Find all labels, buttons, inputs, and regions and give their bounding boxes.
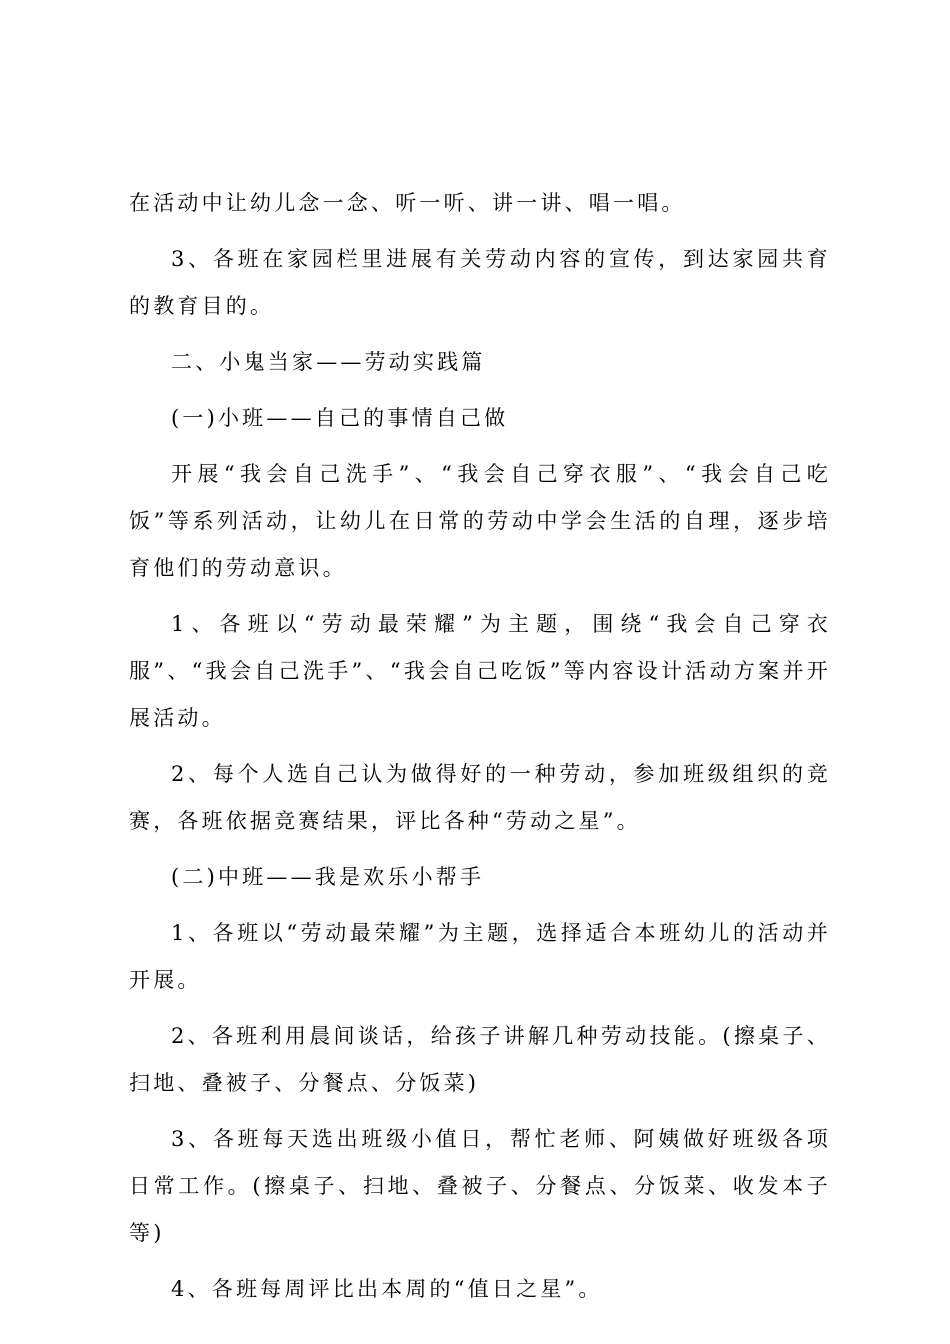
subsection-heading-small-class: (一)小班——自己的事情自己做 [171, 406, 509, 430]
paragraph-middle-class-item-3: 3、各班每天选出班级小值日，帮忙老师、阿姨做好班级各项日常工作。(擦桌子、扫地、叠被子、分餐点、分饭菜、收发本子等) [129, 1127, 831, 1245]
paragraph-middle-class-item-4: 4、各班每周评比出本周的“值日之星”。 [171, 1277, 603, 1301]
document-body [129, 180, 831, 1322]
paragraph-small-class-item-2: 2、每个人选自己认为做得好的一种劳动，参加班级组织的竞赛，各班依据竞赛结果，评比各种“劳动之星”。 [129, 762, 831, 833]
paragraph-small-class-item-1: 1、各班以“劳动最荣耀”为主题，围绕“我会自己穿衣服”、“我会自己洗手”、“我会自己吃饭”等内容设计活动方案并开展活动。 [129, 612, 831, 730]
section-heading-practice: 二、小鬼当家——劳动实践篇 [171, 350, 486, 374]
paragraph-middle-class-item-2: 2、各班利用晨间谈话，给孩子讲解几种劳动技能。(擦桌子、扫地、叠被子、分餐点、分饭菜) [129, 1024, 831, 1095]
paragraph-continuation: 在活动中让幼儿念一念、听一听、讲一讲、唱一唱。 [129, 191, 686, 215]
paragraph-middle-class-item-1: 1、各班以“劳动最荣耀”为主题，选择适合本班幼儿的活动并开展。 [129, 921, 831, 992]
paragraph-small-class-intro: 开展“我会自己洗手”、“我会自己穿衣服”、“我会自己吃饭”等系列活动，让幼儿在日常的劳动中学会生活的自理，逐步培育他们的劳动意识。 [129, 462, 831, 580]
subsection-heading-middle-class: (二)中班——我是欢乐小帮手 [171, 865, 485, 889]
paragraph-item-3-publicity: 3、各班在家园栏里进展有关劳动内容的宣传，到达家园共育的教育目的。 [129, 247, 831, 318]
